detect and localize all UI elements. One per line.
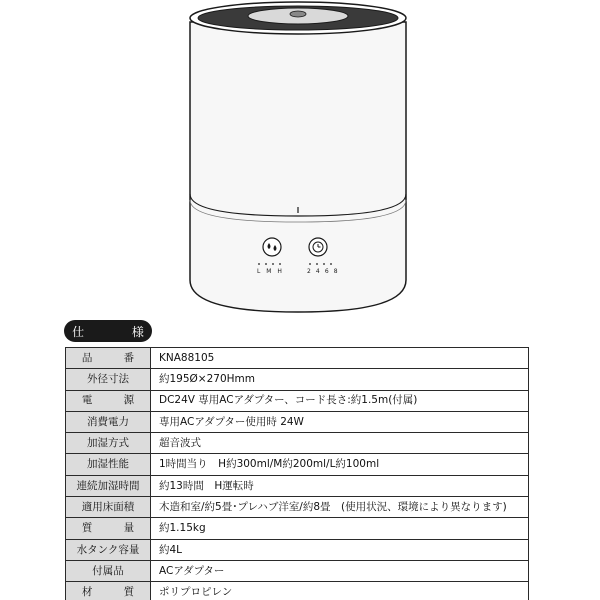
spec-label-text: 電 源 [81,394,149,407]
spec-value: 1時間当り H約300ml/M約200ml/L約100ml [151,454,529,475]
spec-row [66,560,529,581]
spec-label-text: 加湿方式 [87,437,129,450]
spec-label-text: 水タンク容量 [76,543,140,556]
spec-label [66,539,151,560]
spec-label [66,411,151,432]
spec-label [66,475,151,496]
spec-row [66,433,529,454]
spec-row [66,539,529,560]
timer-icon [309,238,327,256]
mode-labels: L M H [257,268,284,275]
spec-row [66,475,529,496]
spec-value: 超音波式 [151,433,529,454]
spec-table [65,347,529,600]
spec-label-text: 消費電力 [87,415,129,428]
spec-row [66,454,529,475]
spec-label [66,348,151,369]
spec-label-text: 付属品 [92,564,124,577]
spec-value: DC24V 専用ACアダプター、コード長さ:約1.5m(付属) [151,390,529,411]
spec-label [66,518,151,539]
spec-value: 約195Ø×270Hmm [151,369,529,390]
spec-label [66,390,151,411]
spec-row [66,348,529,369]
spec-value: 約13時間 H運転時 [151,475,529,496]
spec-row [66,390,529,411]
spec-label-text: 外径寸法 [87,373,129,386]
spec-row [66,411,529,432]
mist-mode-icon [263,238,281,256]
spec-label [66,369,151,390]
spec-label-text: 加湿性能 [87,458,129,471]
spec-value: 専用ACアダプター使用時 24W [151,411,529,432]
spec-value: KNA88105 [151,348,529,369]
spec-value: 約1.15kg [151,518,529,539]
spec-label-text: 品 番 [81,351,149,364]
spec-row [66,582,529,600]
spec-value: 木造和室/約5畳･プレハブ洋室/約8畳 (使用状況、環境により異なります) [151,497,529,518]
spec-row [66,369,529,390]
spec-label-text: 連続加湿時間 [76,479,140,492]
spec-label [66,560,151,581]
spec-value: ACアダプター [151,560,529,581]
timer-labels: 2 4 6 8 [307,268,340,275]
spec-label [66,497,151,518]
spec-label-text: 質 量 [81,522,149,535]
spec-label [66,433,151,454]
spec-value: ポリプロピレン [151,582,529,600]
spec-label [66,454,151,475]
spec-heading: 仕 様 [64,320,152,342]
spec-label-text: 適用床面積 [81,500,135,513]
spec-row [66,518,529,539]
spec-label-text: 材 質 [81,586,149,599]
spec-value: 約4L [151,539,529,560]
spec-row [66,497,529,518]
spec-label [66,582,151,600]
